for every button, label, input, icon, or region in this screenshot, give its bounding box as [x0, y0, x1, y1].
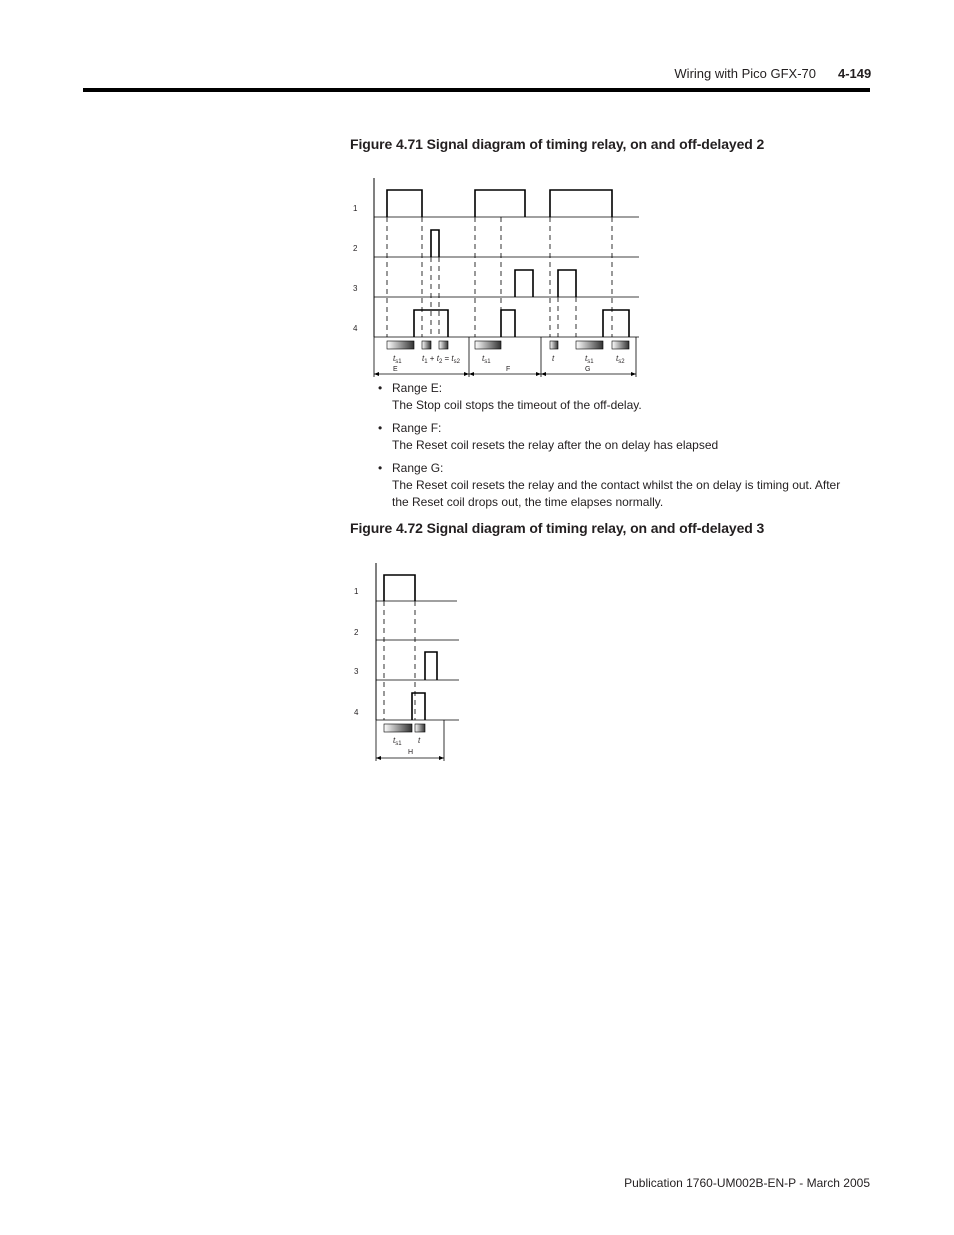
time-label-ts1: $t_{s1}$	[393, 736, 402, 747]
range-f-title: Range F:	[392, 421, 442, 435]
signal-4-pulse	[412, 693, 425, 720]
bullet-icon: •	[378, 461, 383, 475]
signal-label-1: 1	[354, 587, 359, 596]
timing-bars	[384, 724, 425, 732]
time-label-ts1: $t_{s1}$	[585, 354, 594, 365]
signal-diagram-4-72	[345, 560, 475, 765]
signal-1-pulse	[550, 190, 612, 217]
signal-3-pulse	[515, 270, 533, 297]
range-e-text: The Stop coil stops the timeout of the off-delay.	[392, 398, 642, 412]
timing-bars	[387, 341, 629, 349]
publication-footer: Publication 1760-UM002B-EN-P - March 2005	[624, 1176, 870, 1190]
time-label-t: t	[552, 354, 555, 363]
range-label-g: G	[585, 366, 591, 373]
range-explanations	[378, 380, 858, 517]
dashed-guides	[387, 217, 612, 337]
signal-diagram-4-71	[345, 175, 645, 380]
signal-label-3: 3	[354, 667, 359, 676]
range-label-e: E	[393, 366, 398, 373]
bullet-icon: •	[378, 421, 383, 435]
figure-4-72-caption: Figure 4.72 Signal diagram of timing relay, on and off-delayed 3	[350, 520, 765, 536]
signal-label-3: 3	[353, 284, 358, 293]
range-g-text: The Reset coil resets the relay and the contact whilst the on delay is timing out. After the Reset coil drops out, the time elapses normally.	[392, 478, 841, 509]
time-label-t1-t2-ts2: $t_1 + t_2 = t_{s2}$	[422, 354, 460, 365]
list-item	[378, 460, 858, 511]
range-g-title: Range G:	[392, 461, 444, 475]
time-label-ts1: $t_{s1}$	[393, 354, 402, 365]
time-label-ts1: $t_{s1}$	[482, 354, 491, 365]
header-rule	[83, 88, 870, 92]
signal-label-4: 4	[354, 708, 359, 717]
list-item	[378, 380, 858, 414]
signal-label-2: 2	[354, 628, 359, 637]
signal-4-pulse	[501, 310, 515, 337]
signal-1-pulse	[387, 190, 422, 217]
signal-label-4: 4	[353, 324, 358, 333]
signal-label-2: 2	[353, 244, 358, 253]
signal-1-pulse	[384, 575, 415, 601]
page-number: 4-149	[838, 66, 872, 81]
signal-1-pulse	[475, 190, 525, 217]
time-label-ts2: $t_{s2}$	[616, 354, 625, 365]
running-header-title: Wiring with Pico GFX-70	[674, 66, 816, 81]
range-e-title: Range E:	[392, 381, 443, 395]
signal-4-pulse	[603, 310, 629, 337]
dashed-guides	[384, 601, 415, 720]
signal-3-pulse	[558, 270, 576, 297]
range-label-h: H	[408, 749, 414, 756]
signal-2-pulse	[431, 230, 439, 257]
figure-4-71-caption: Figure 4.71 Signal diagram of timing relay, on and off-delayed 2	[350, 136, 765, 152]
signal-3-pulse	[425, 652, 437, 680]
bullet-icon: •	[378, 381, 383, 395]
range-f-text: The Reset coil resets the relay after the on delay has elapsed	[392, 438, 719, 452]
list-item	[378, 420, 858, 454]
signal-label-1: 1	[353, 204, 358, 213]
time-label-t: t	[418, 736, 421, 745]
range-label-f: F	[506, 366, 511, 373]
